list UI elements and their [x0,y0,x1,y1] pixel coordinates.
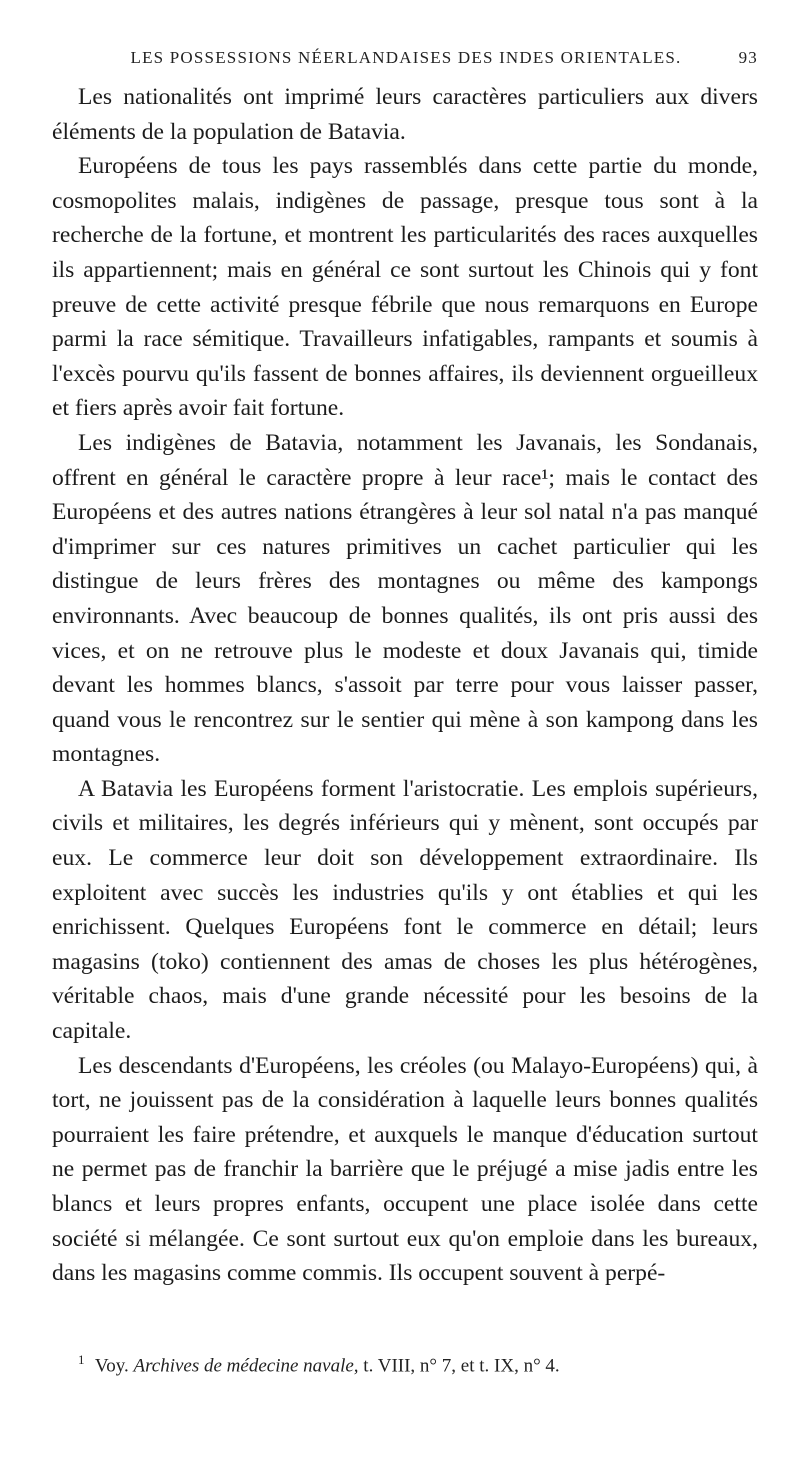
footnote [78,1348,560,1378]
footnote-mark: 1 [78,1352,85,1367]
footnote-suffix: t. VIII, n° 7, et t. IX, n° 4. [363,1355,560,1377]
body-text [52,80,758,1291]
running-title: LES POSSESSIONS NÉERLANDAISES DES INDES ORIENTALES. [130,48,682,67]
paragraph: Les descendants d'Européens, les créoles (ou Malayo-Européens) qui, à tort, ne jouissent pas de la considération à laquelle leurs bonnes qualités pourraient les faire prétendre, et auxquels le manque d'éducation surtout ne permet pas de franchir la barrière que le préjugé a mise jadis entre les blancs et leurs propres enfants, occupent une place isolée dans cette société si mélangée. Ce sont surtout eux qu'on emploie dans les bureaux, dans les magasins comme commis. Ils occupent souvent à perpé- [52,1052,758,1287]
paragraph: Les indigènes de Batavia, notamment les Javanais, les Sondanais, offrent en général le caractère propre à leur race¹; mais le contact des Européens et des autres nations étrangères à leur sol natal n'a pas manqué d'imprimer sur ces natures primitives un cachet particulier qui les distingue de leurs frères des montagnes ou même des kampongs environnants. Avec beaucoup de bonnes qualités, ils ont pris aussi des vices, et on ne retrouve plus le modeste et doux Javanais qui, timide devant les hommes blancs, s'assoit par terre pour vous laisser passer, quand vous le rencontrez sur le sentier qui mène à son kampong dans les montagnes. [52,429,758,768]
page-number: 93 [738,48,758,67]
paragraph: Européens de tous les pays rassemblés dans cette partie du monde, cosmopolites malais, indigènes de passage, presque tous sont à la recherche de la fortune, et montrent les particularités des races auxquelles ils appartiennent; mais en général ce sont surtout les Chinois qui y font preuve de cette activité presque fébrile que nous remarquons en Europe parmi la race sémitique. Travailleurs infatigables, rampants et soumis à l'excès pourvu qu'ils fassent de bonnes affaires, ils deviennent orgueilleux et fiers après avoir fait fortune. [52,153,758,422]
running-head [104,48,758,68]
footnote-prefix: Voy. [94,1355,129,1377]
footnote-title: Archives de médecine navale, [133,1355,359,1377]
paragraph: A Batavia les Européens forment l'aristocratie. Les emplois supérieurs, civils et militaires, les degrés inférieurs qui y mènent, sont occupés par eux. Le commerce leur doit son développement extraordinaire. Ils exploitent avec succès les industries qu'ils y ont établies et qui les enrichissent. Quelques Européens font le commerce en détail; leurs magasins (toko) contiennent des amas de choses les plus hétérogènes, véritable chaos, mais d'une grande nécessité pour les besoins de la capitale. [52,775,758,1045]
paragraph: Les nationalités ont imprimé leurs caractères particuliers aux divers éléments de la population de Batavia. [52,84,758,145]
